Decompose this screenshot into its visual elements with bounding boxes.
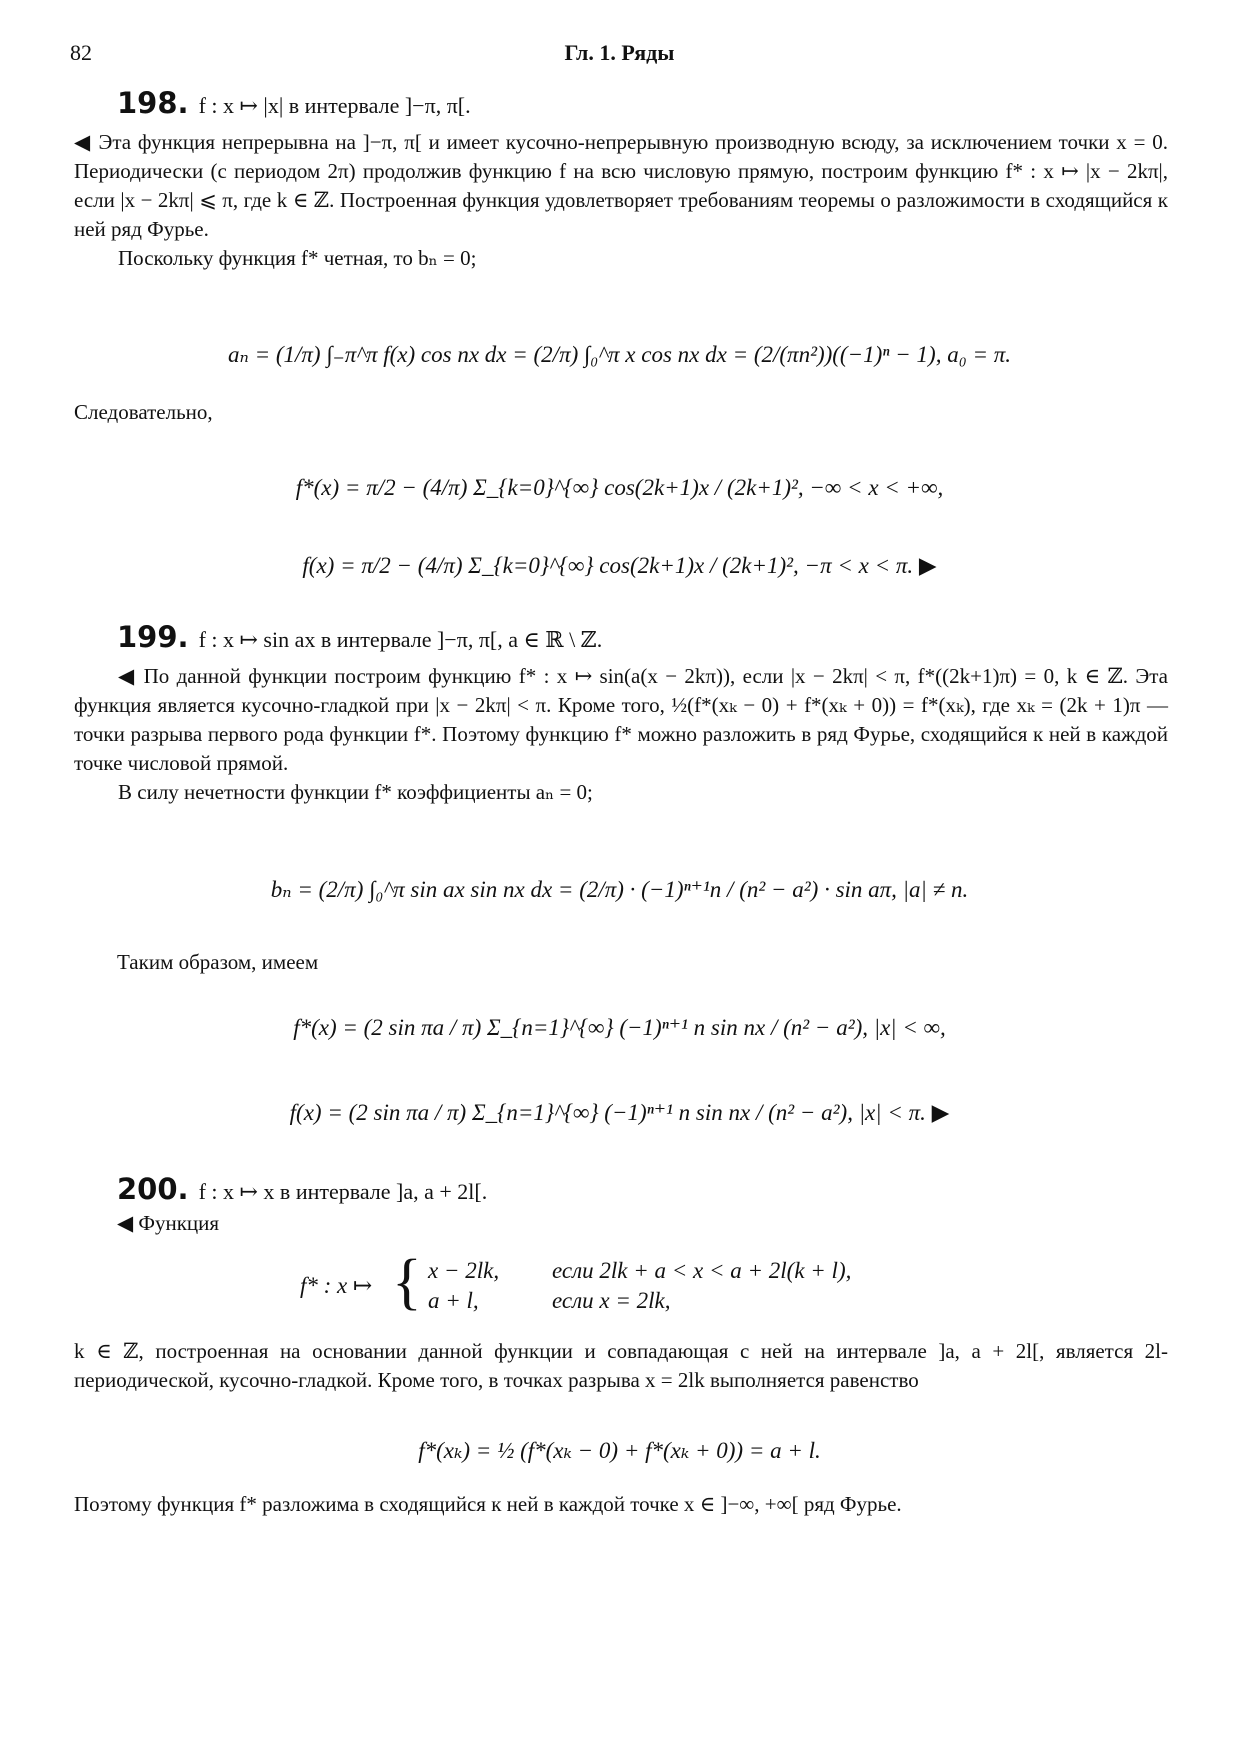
chapter-title: Гл. 1. Ряды — [564, 40, 675, 65]
problem-198-text-2: Поскольку функция f* четная, то bₙ = 0; — [118, 246, 477, 270]
piecewise-case-1-expr: x − 2lk, — [428, 1258, 500, 1283]
problem-200-formula: f*(xₖ) = ½ (f*(xₖ − 0) + f*(xₖ + 0)) = a + l. — [418, 1438, 821, 1463]
problem-200-number: 200. — [117, 1172, 189, 1206]
problem-198-text-1: ◀ Эта функция непрерывна на ]−π, π[ и имеет кусочно-непрерывную производную всюду, за исключением точки x = 0. Периодически (с периодом 2π) продолжив функцию f на всю числовую прямую, построим функцию f* : x ↦ |x − 2kπ|, если |x − 2kπ| ⩽ π, где k ∈ ℤ. Построенная функция удовлетворяет требованиям теоремы о разложимости в сходящийся к ней ряд Фурье. — [74, 130, 1168, 241]
problem-198-formula-f: f(x) = π/2 − (4/π) Σ_{k=0}^{∞} cos(2k+1)x / (2k+1)², −π < x < π. ▶ — [302, 553, 937, 578]
problem-200-heading — [117, 1172, 487, 1206]
problem-199-text-1: ◀ По данной функции построим функцию f* : x ↦ sin(a(x − 2kπ)), если |x − 2kπ| < π, f*((2k+1)π) = 0, k ∈ ℤ. Эта функция является кусочно-гладкой при |x − 2kπ| < π. Кроме того, ½(f*(xₖ − 0) + f*(xₖ + 0)) = f*(xₖ), где xₖ = (2k + 1)π — точки разрыва первого рода функции f*. Поэтому функцию f* можно разложить в ряд Фурье, сходящийся к ней в каждой точке числовой прямой. — [74, 664, 1168, 775]
problem-198-statement: f : x ↦ |x| в интервале ]−π, π[. — [198, 93, 471, 118]
problem-199-formula-fstar: f*(x) = (2 sin πa / π) Σ_{n=1}^{∞} (−1)ⁿ⁺¹ n sin nx / (n² − a²), |x| < ∞, — [293, 1015, 946, 1040]
piecewise-case-2-cond: если x = 2lk, — [552, 1288, 671, 1313]
problem-199-formula-f: f(x) = (2 sin πa / π) Σ_{n=1}^{∞} (−1)ⁿ⁺¹ n sin nx / (n² − a²), |x| < π. ▶ — [289, 1100, 950, 1125]
problem-200-text-3: Поэтому функция f* разложима в сходящийся к ней в каждой точке x ∈ ]−∞, +∞[ ряд Фурье. — [74, 1492, 902, 1516]
problem-200-statement: f : x ↦ x в интервале ]a, a + 2l[. — [198, 1179, 488, 1204]
left-brace-icon: { — [392, 1248, 422, 1316]
problem-199-text-2: В силу нечетности функции f* коэффициенты aₙ = 0; — [118, 780, 593, 804]
problem-198-solution-text — [74, 128, 1168, 273]
problem-200-text-2: k ∈ ℤ, построенная на основании данной функции и совпадающая с ней на интервале ]a, a + 2l[, является 2l-периодической, кусочно-гладкой. Кроме того, в точках разрыва x = 2lk выполняется равенство — [74, 1339, 1168, 1392]
page-number: 82 — [70, 40, 92, 65]
problem-198-text-3: Следовательно, — [74, 400, 213, 424]
problem-198-heading — [117, 86, 471, 120]
problem-198-formula-fstar: f*(x) = π/2 − (4/π) Σ_{k=0}^{∞} cos(2k+1)x / (2k+1)², −∞ < x < +∞, — [295, 475, 944, 500]
problem-199-number: 199. — [117, 620, 189, 654]
piecewise-lhs: f* : x ↦ — [300, 1273, 373, 1298]
problem-199-heading — [117, 620, 602, 654]
problem-199-statement: f : x ↦ sin ax в интервале ]−π, π[, a ∈ ℝ \ ℤ. — [198, 627, 603, 652]
piecewise-case-2-expr: a + l, — [428, 1288, 479, 1313]
problem-199-solution-text — [74, 662, 1168, 807]
problem-200-text-1: ◀ Функция — [117, 1211, 220, 1235]
piecewise-case-1-cond: если 2lk + a < x < a + 2l(k + l), — [552, 1258, 852, 1283]
problem-199-formula-bn: bₙ = (2/π) ∫₀^π sin ax sin nx dx = (2/π) · (−1)ⁿ⁺¹n / (n² − a²) · sin aπ, |a| ≠ n. — [270, 877, 969, 902]
problem-199-text-3: Таким образом, имеем — [117, 950, 319, 974]
problem-198-number: 198. — [117, 86, 189, 120]
problem-198-formula-an: aₙ = (1/π) ∫₋π^π f(x) cos nx dx = (2/π) ∫₀^π x cos nx dx = (2/(πn²))((−1)ⁿ − 1), a₀ = π. — [228, 342, 1011, 367]
